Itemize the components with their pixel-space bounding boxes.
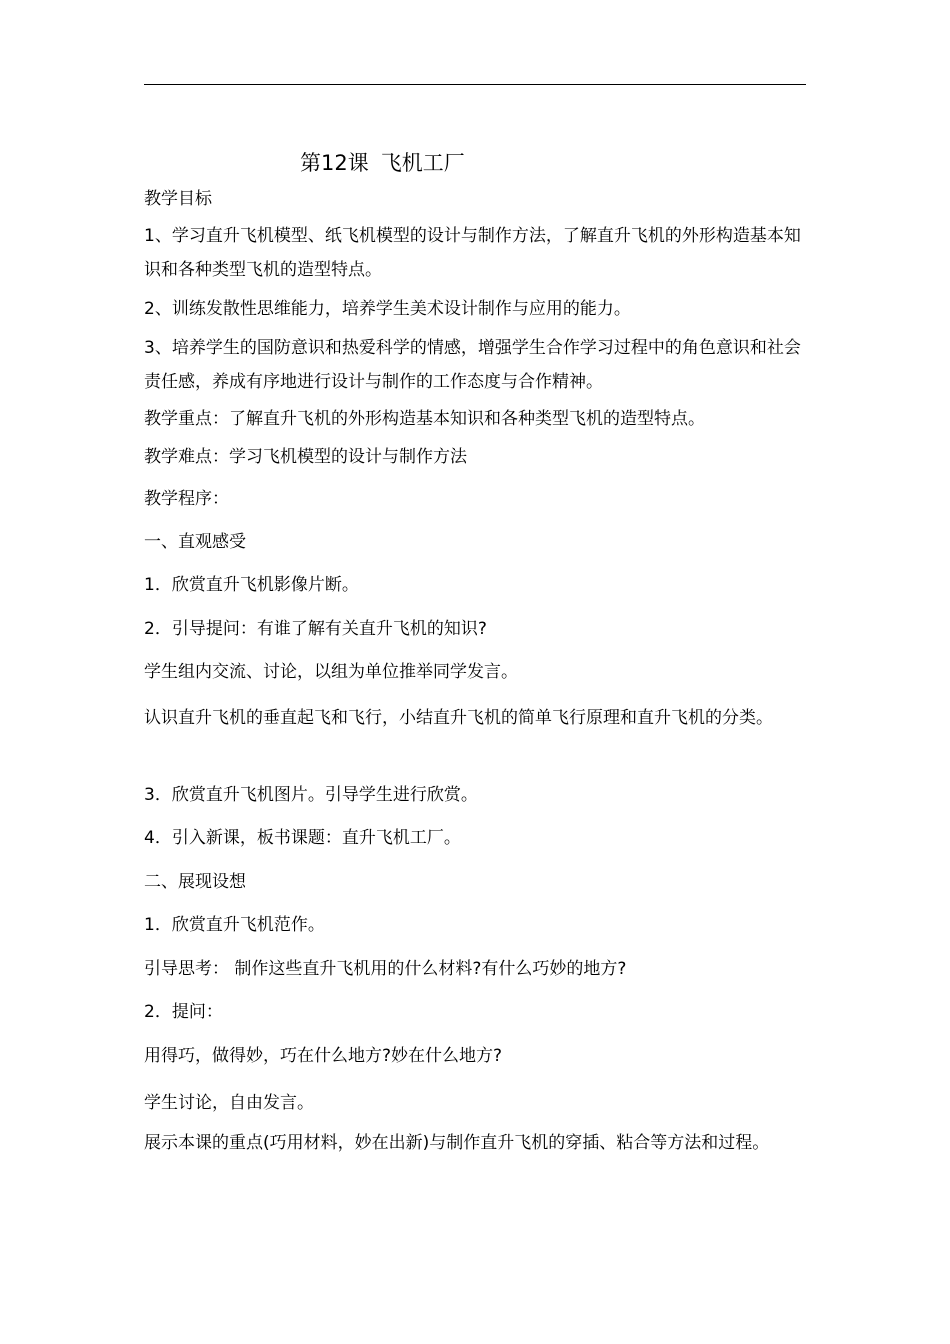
key-point: 教学重点：了解直升飞机的外形构造基本知识和各种类型飞机的造型特点。: [144, 409, 705, 429]
paragraph: 用得巧，做得妙，巧在什么地方?妙在什么地方?: [144, 1046, 503, 1066]
list-item: 1．欣赏直升飞机影像片断。: [144, 575, 359, 595]
section-heading: 教学程序：: [144, 489, 229, 509]
list-item: 4．引入新课，板书课题：直升飞机工厂。: [144, 828, 461, 848]
objective-item: 3、培养学生的国防意识和热爱科学的情感，增强学生合作学习过程中的角色意识和社会责任感，养成有序地进行设计与制作的工作态度与合作精神。: [144, 338, 801, 392]
paragraph: 学生讨论，自由发言。: [144, 1093, 314, 1113]
objective-item: 1、学习直升飞机模型、纸飞机模型的设计与制作方法，了解直升飞机的外形构造基本知识和各种类型飞机的造型特点。: [144, 226, 801, 280]
objective-item: 2、训练发散性思维能力，培养学生美术设计制作与应用的能力。: [144, 299, 631, 319]
section-heading: 二、展现设想: [144, 872, 246, 892]
difficult-point: 教学难点：学习飞机模型的设计与制作方法: [144, 447, 467, 467]
header-rule: [144, 84, 806, 85]
paragraph: 引导思考： 制作这些直升飞机用的什么材料?有什么巧妙的地方?: [144, 959, 627, 979]
paragraph: 展示本课的重点(巧用材料，妙在出新)与制作直升飞机的穿插、粘合等方法和过程。: [144, 1133, 770, 1153]
list-item: 3．欣赏直升飞机图片。引导学生进行欣赏。: [144, 785, 478, 805]
list-item: 1．欣赏直升飞机范作。: [144, 915, 325, 935]
lesson-name: 飞机工厂: [380, 151, 465, 175]
list-item: 2．提问：: [144, 1002, 223, 1022]
paragraph: 学生组内交流、讨论，以组为单位推举同学发言。: [144, 662, 518, 682]
page-title: [300, 148, 465, 178]
paragraph: 认识直升飞机的垂直起飞和飞行，小结直升飞机的简单飞行原理和直升飞机的分类。: [144, 708, 773, 728]
section-heading: 教学目标: [144, 189, 212, 209]
list-item: 2．引导提问：有谁了解有关直升飞机的知识?: [144, 619, 487, 639]
lesson-number: 第12课: [300, 151, 369, 175]
section-heading: 一、直观感受: [144, 532, 246, 552]
